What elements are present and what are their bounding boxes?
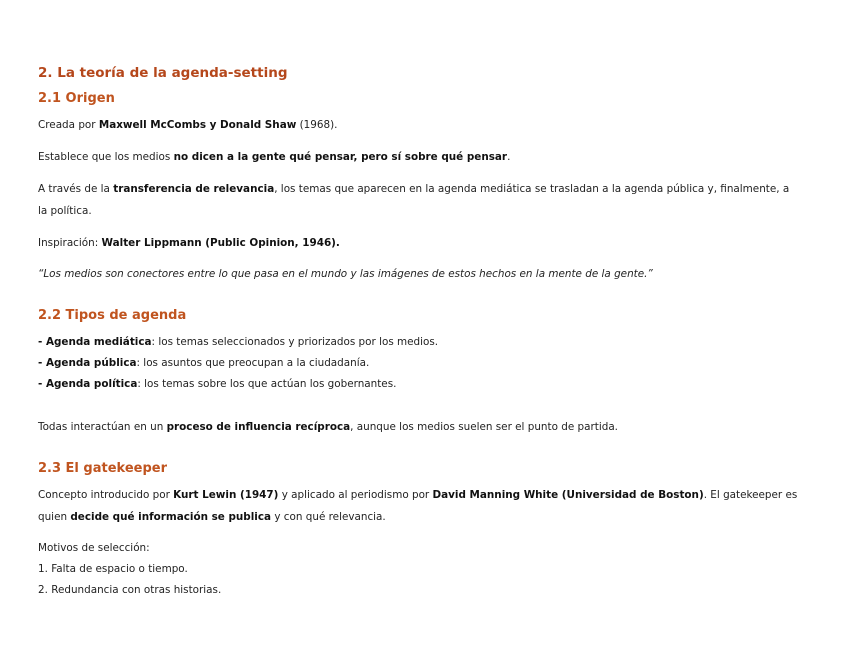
- dash: -: [38, 357, 46, 369]
- paragraph-concepto: [38, 484, 813, 528]
- text: Todas interactúan en un: [38, 421, 167, 433]
- paragraph-interactuan: [38, 416, 818, 438]
- text: y con qué relevancia.: [271, 511, 386, 523]
- subsection-gatekeeper-title: 2.3 El gatekeeper: [38, 461, 167, 476]
- quote-text: “Los medios son conectores entre lo que pasa en el mundo y las imágenes de estos hechos en la mente de la gente.”: [38, 268, 653, 280]
- text: Inspiración:: [38, 237, 102, 249]
- text: y aplicado al periodismo por: [278, 489, 433, 501]
- list-item: [38, 373, 818, 395]
- desc: : los temas seleccionados y priorizados por los medios.: [151, 336, 439, 348]
- list-item: [38, 331, 818, 353]
- text: A través de la: [38, 183, 114, 195]
- text: (1968).: [296, 119, 338, 131]
- subsection-origen-title: 2.1 Origen: [38, 91, 115, 106]
- motives-label: Motivos de selección:: [38, 542, 150, 554]
- bold-text: decide qué información se publica: [70, 511, 272, 523]
- text: , los temas que aparecen en la agenda mediática se trasladan a la agenda pública y, finalmente, a la política.: [38, 183, 790, 217]
- paragraph-establece: [38, 146, 818, 168]
- subsection-tipos-title: 2.2 Tipos de agenda: [38, 308, 187, 323]
- bold-text: Maxwell McCombs y Donald Shaw: [98, 119, 297, 131]
- dash: -: [38, 336, 46, 348]
- text: Concepto introducido por: [38, 489, 174, 501]
- paragraph-transferencia: [38, 178, 798, 222]
- text: , aunque los medios suelen ser el punto de partida.: [350, 421, 618, 433]
- text: .: [507, 151, 511, 163]
- bold-text: David Manning White (Universidad de Boston): [432, 489, 704, 501]
- text: . El gatekeeper es quien: [38, 489, 798, 523]
- list-item: [38, 352, 818, 374]
- paragraph-creada: [38, 114, 818, 136]
- list-item: 1. Falta de espacio o tiempo.: [38, 563, 188, 575]
- bold-text: Kurt Lewin (1947): [173, 489, 279, 501]
- desc: : los asuntos que preocupan a la ciudadanía.: [136, 357, 370, 369]
- term: Agenda política: [45, 378, 138, 390]
- bold-text: transferencia de relevancia: [113, 183, 275, 195]
- quote: [38, 263, 818, 285]
- bold-text: no dicen a la gente qué pensar, pero sí sobre qué pensar: [173, 151, 508, 163]
- term: Agenda pública: [45, 357, 137, 369]
- text: Creada por: [38, 119, 99, 131]
- bold-text: Walter Lippmann (Public Opinion, 1946).: [101, 237, 340, 249]
- desc: : los temas sobre los que actúan los gobernantes.: [137, 378, 397, 390]
- term: Agenda mediática: [45, 336, 152, 348]
- section-heading: 2. La teoría de la agenda-setting: [38, 65, 288, 81]
- bold-text: proceso de influencia recíproca: [166, 421, 351, 433]
- list-item: 2. Redundancia con otras historias.: [38, 584, 222, 596]
- text: Establece que los medios: [38, 151, 174, 163]
- paragraph-inspiracion: [38, 232, 818, 254]
- dash: -: [38, 378, 46, 390]
